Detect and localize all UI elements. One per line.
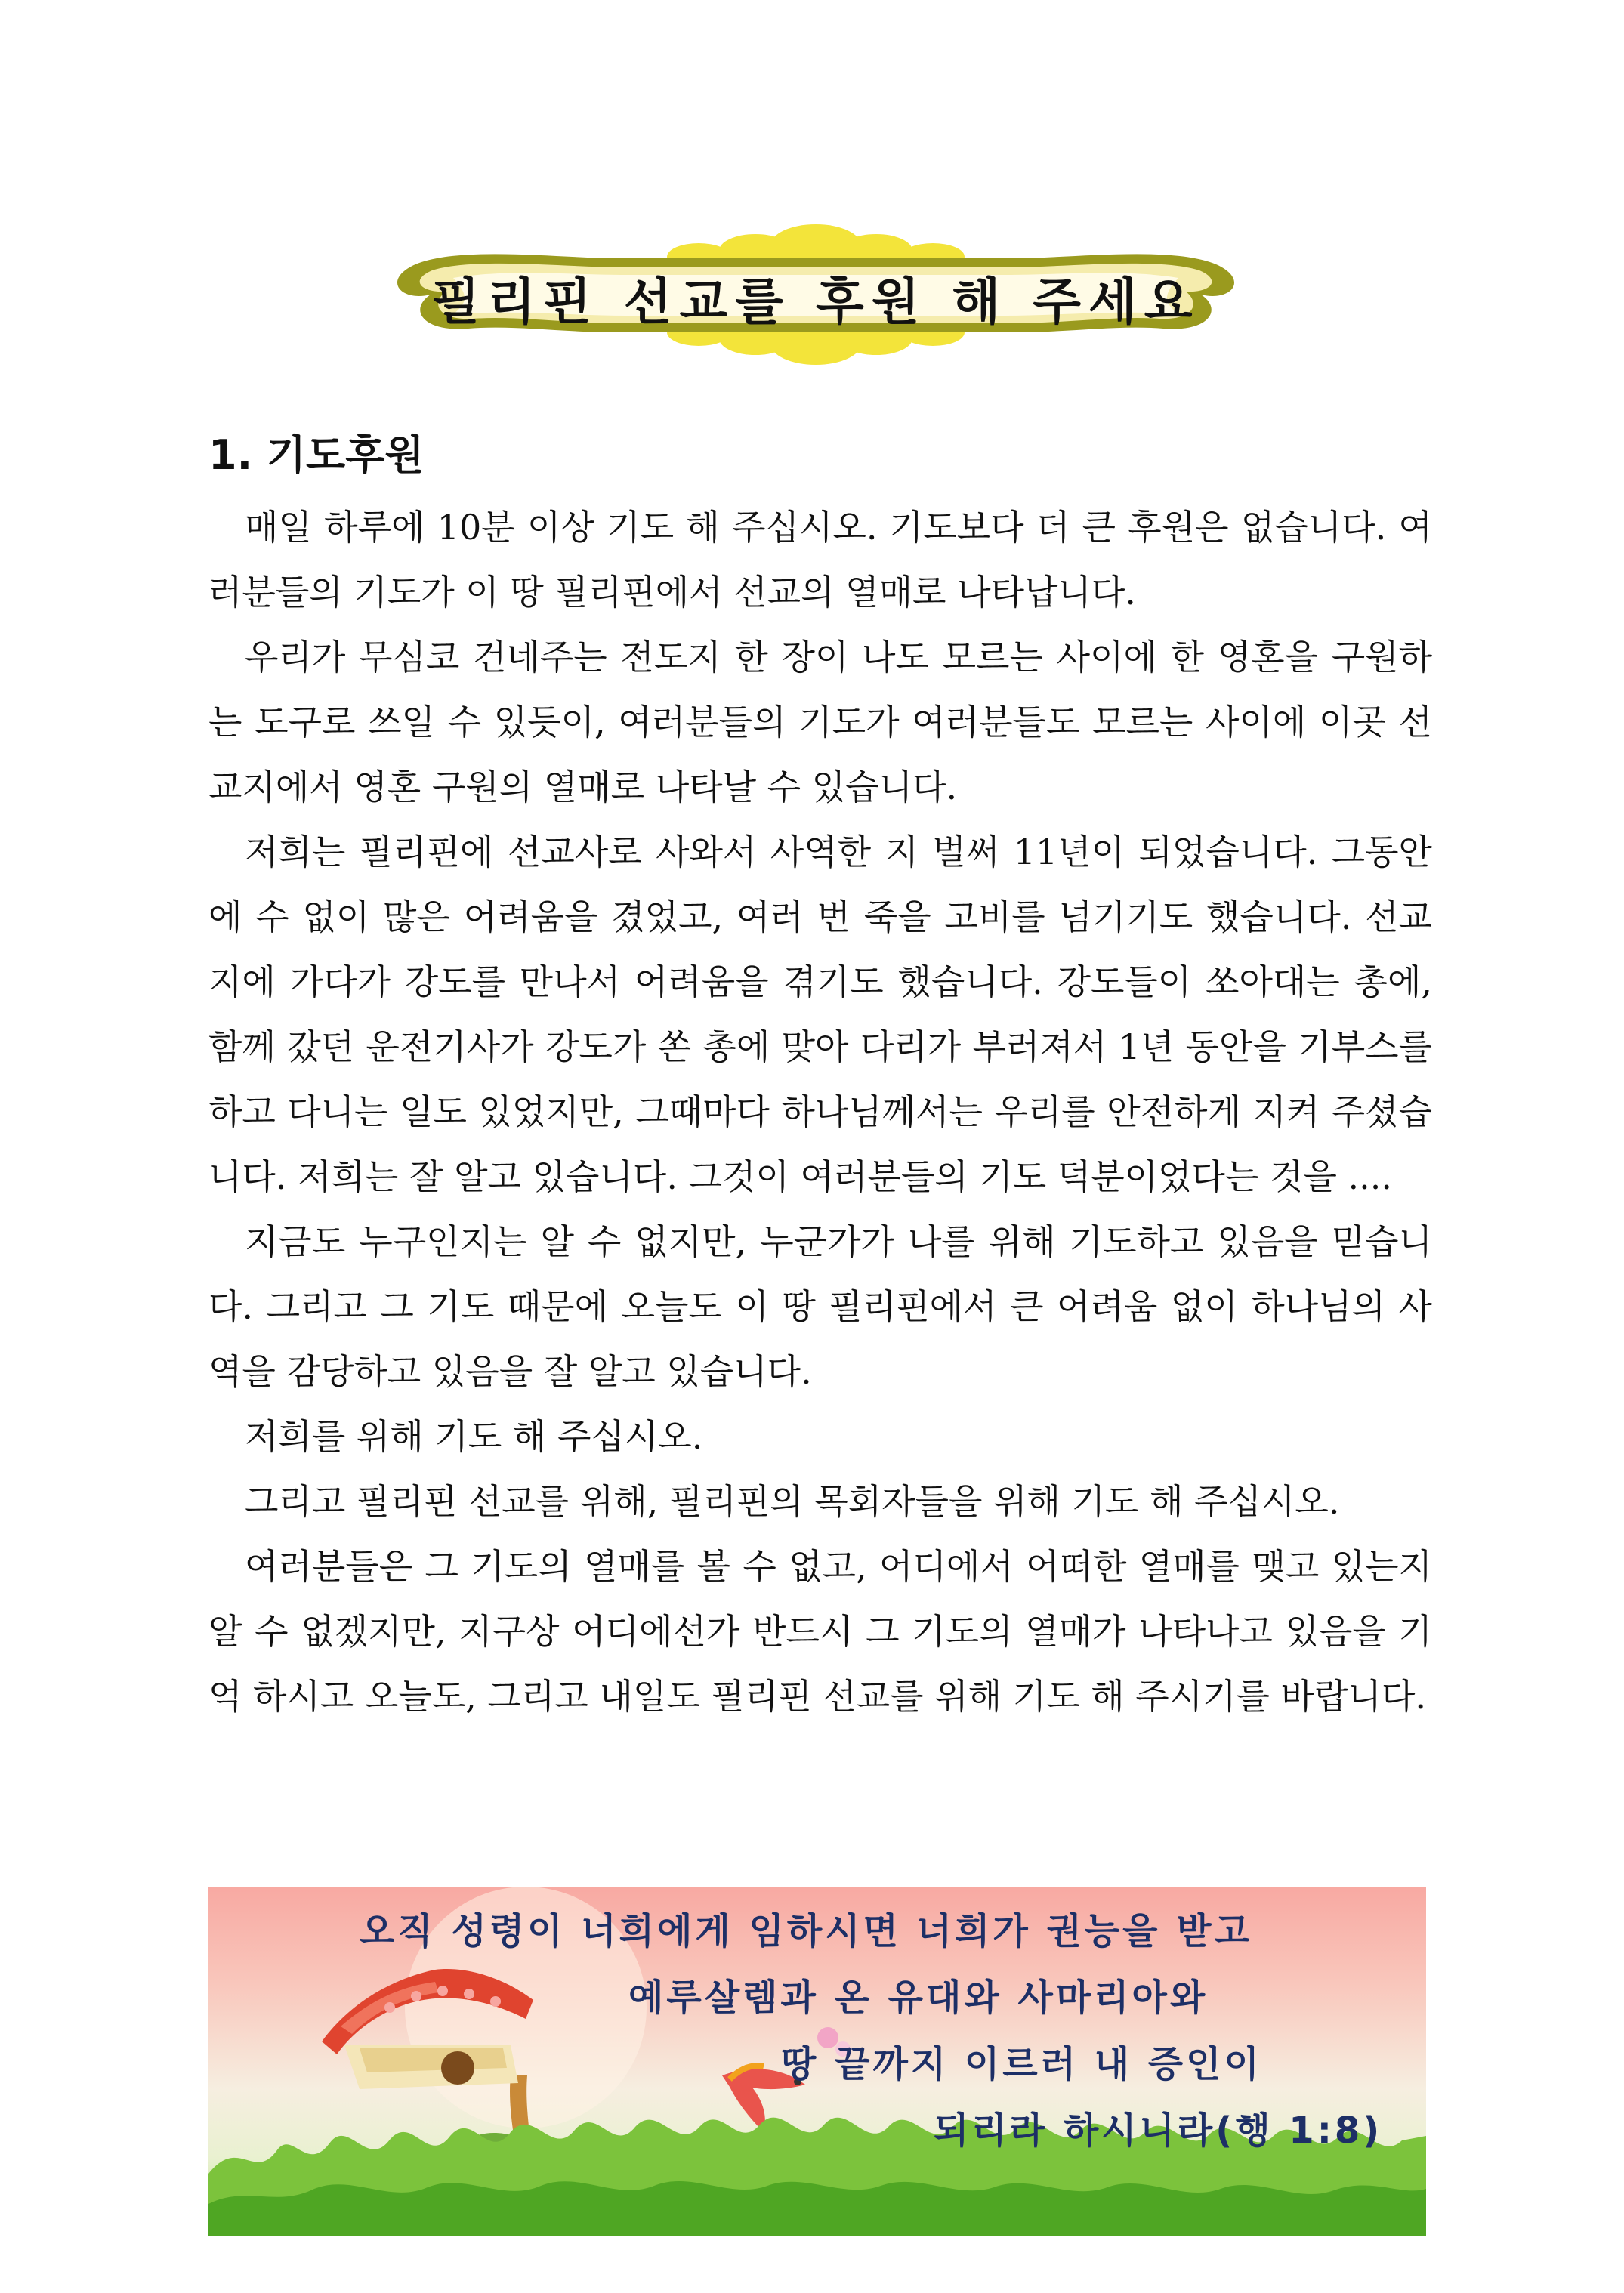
verse-illustration [208, 1887, 1426, 2236]
verse-line-4: 되리라 하시니라(행 1:8) [934, 2109, 1383, 2152]
paragraph: 여러분들은 그 기도의 열매를 볼 수 없고, 어디에서 어떠한 열매를 맺고 있는지 알 수 없겠지만, 지구상 어디에선가 반드시 그 기도의 열매가 나타나고 있음을 기억 하시고 오늘도, 그리고 내일도 필리핀 선교를 위해 기도 해 주시기를 바랍니다. [208, 1546, 1432, 1717]
section-heading: 1. 기도후원 [208, 431, 425, 479]
paragraph: 우리가 무심코 건네주는 전도지 한 장이 나도 모르는 사이에 한 영혼을 구원하는 도구로 쓰일 수 있듯이, 여러분들의 기도가 여러분들도 모르는 사이에 이곳 선교지에서 영혼 구원의 열매로 나타날 수 있습니다. [208, 637, 1432, 807]
paragraph: 그리고 필리핀 선교를 위해, 필리핀의 목회자들을 위해 기도 해 주십시오. [245, 1481, 1340, 1522]
body-text [208, 495, 1432, 1729]
verse-line-3: 땅 끝까지 이르러 내 증인이 [781, 2043, 1262, 2085]
paragraph: 매일 하루에 10분 이상 기도 해 주십시오. 기도보다 더 큰 후원은 없습니다. 여러분들의 기도가 이 땅 필리핀에서 선교의 열매로 나타납니다. [208, 507, 1432, 613]
verse-line-1: 오직 성령이 너희에게 임하시면 너희가 권능을 받고 [360, 1910, 1252, 1952]
paragraph: 저희는 필리핀에 선교사로 사와서 사역한 지 벌써 11년이 되었습니다. 그동안에 수 없이 많은 어려움을 겼었고, 여러 번 죽을 고비를 넘기기도 했습니다. 선교지에 가다가 강도를 만나서 어려움을 겪기도 했습니다. 강도들이 쏘아대는 총에, 함께 갔던 운전기사가 강도가 쏜 총에 맞아 다리가 부러져서 1년 동안을 기부스를 하고 다니는 일도 있었지만, 그때마다 하나님께서는 우리를 안전하게 지켜 주셨습니다. 저희는 잘 알고 있습니다. 그것이 여러분들의 기도 덕분이었다는 것을 .... [208, 832, 1432, 1197]
banner-title: 필리핀 선교를 후원 해 주세요 [431, 272, 1200, 331]
verse-line-2: 예루살렘과 온 유대와 사마리아와 [628, 1977, 1209, 2019]
paragraph: 지금도 누구인지는 알 수 없지만, 누군가가 나를 위해 기도하고 있음을 믿습니다. 그리고 그 기도 때문에 오늘도 이 땅 필리핀에서 큰 어려움 없이 하나님의 사역을 감당하고 있음을 잘 알고 있습니다. [208, 1221, 1432, 1392]
title-banner [363, 219, 1269, 370]
paragraph: 저희를 위해 기도 해 주십시오. [245, 1416, 703, 1457]
